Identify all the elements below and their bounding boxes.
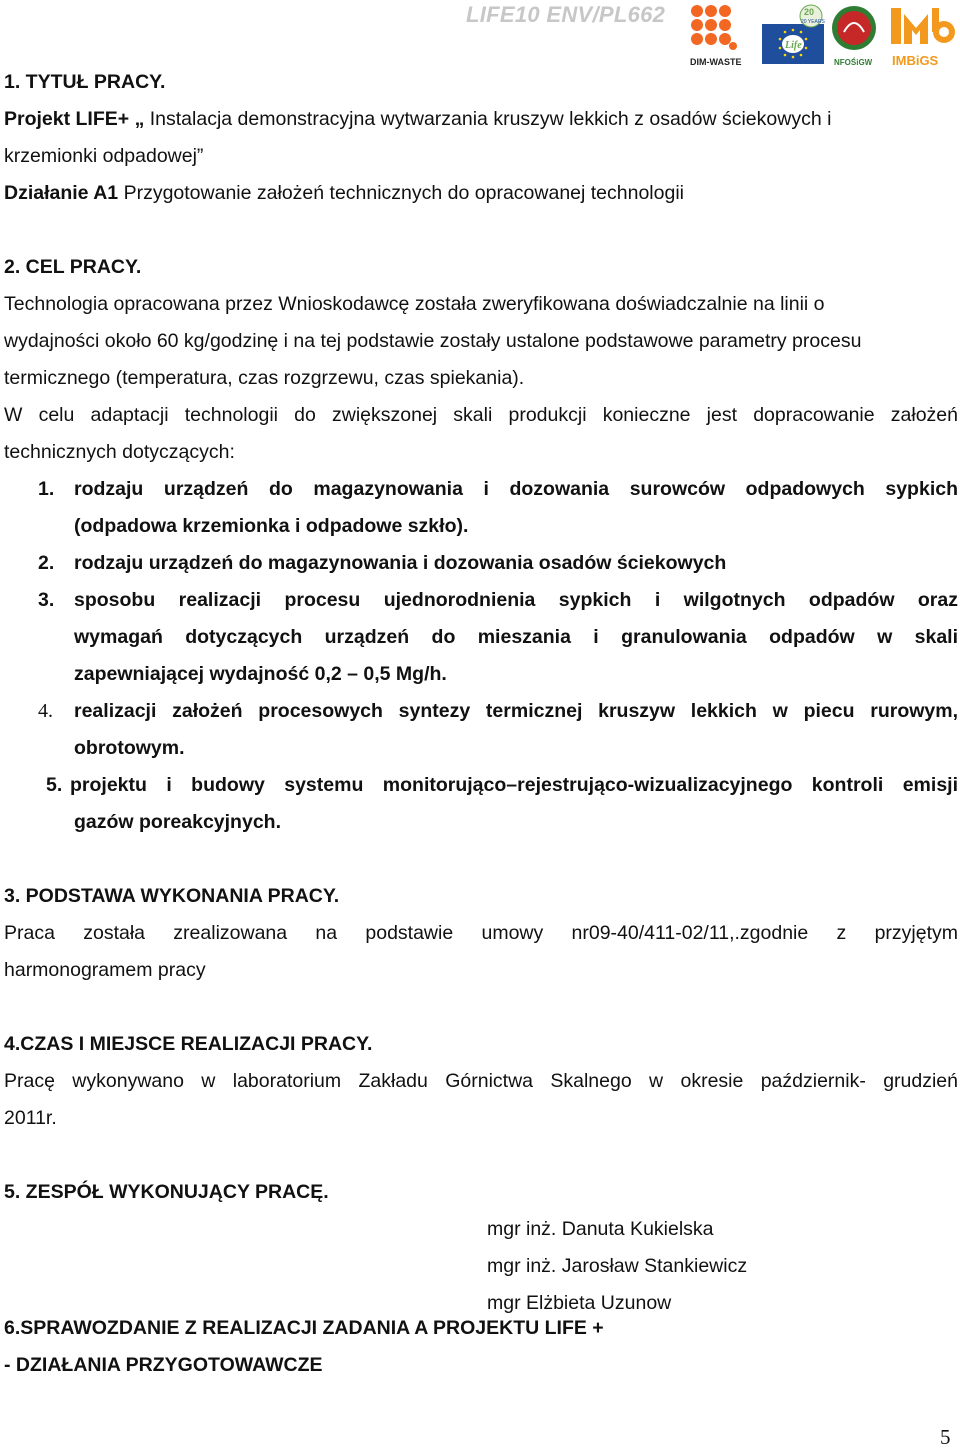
section-5-heading: 5. ZESPÓŁ WYKONUJĄCY PRACĘ. [4, 1181, 329, 1203]
list-item-line: realizacji założeń procesowych syntezy termicznej kruszyw lekkich w piecu rurowym, [74, 700, 958, 722]
team-member: mgr inż. Danuta Kukielska [487, 1218, 714, 1240]
life-text: Life [785, 40, 802, 51]
nfosigw-text: NFOŚiGW [834, 58, 873, 67]
list-item-line: wymagań dotyczących urządzeń do mieszania i granulowania odpadów w skali [74, 626, 958, 648]
imbigs-logo [891, 8, 955, 68]
list-item-number: 3. [38, 589, 55, 611]
project-title-line-2: krzemionki odpadowej” [4, 145, 204, 167]
section-3-heading: 3. PODSTAWA WYKONANIA PRACY. [4, 885, 340, 907]
list-item-line: projektu i budowy systemu monitorująco–rejestrująco-wizualizacyjnego kontroli emisji [70, 774, 958, 796]
list-item-line: gazów poreakcyjnych. [74, 811, 281, 833]
team-member: mgr Elżbieta Uzunow [487, 1292, 672, 1314]
paragraph-line: 2011r. [4, 1107, 57, 1129]
svg-text:20: 20 [804, 7, 815, 17]
list-item-number: 4. [38, 700, 53, 722]
section-1-heading: 1. TYTUŁ PRACY. [4, 71, 166, 93]
paragraph-line: Pracę wykonywano w laboratorium Zakładu Górnictwa Skalnego w okresie październik- grudzień [4, 1070, 958, 1092]
years-text: 20 YEARS [801, 19, 825, 25]
dim-waste-logo [690, 5, 742, 67]
paragraph-line: W celu adaptacji technologii do zwiększonej skali produkcji konieczne jest dopracowanie założeń [4, 404, 958, 426]
list-item-line: rodzaju urządzeń do magazynowania i dozowania osadów ściekowych [74, 552, 727, 574]
list-item-line: obrotowym. [74, 737, 185, 759]
section-4-heading: 4.CZAS I MIEJSCE REALIZACJI PRACY. [4, 1033, 373, 1055]
paragraph-line: wydajności około 60 kg/godzinę i na tej podstawie zostały ustalone podstawowe parametry procesu [4, 330, 862, 352]
paragraph-line: technicznych dotyczących: [4, 441, 235, 463]
project-title-text: Instalacja demonstracyjna wytwarzania kruszyw lekkich z osadów ściekowych i [144, 108, 832, 130]
dim-waste-text: DIM-WASTE [690, 57, 742, 67]
section-2-heading: 2. CEL PRACY. [4, 256, 142, 278]
paragraph-line: termicznego (temperatura, czas rozgrzewu, czas spiekania). [4, 367, 525, 389]
nfosigw-logo [832, 6, 876, 67]
list-item-number: 2. [38, 552, 55, 574]
list-item-number: 5. [46, 774, 63, 796]
page-number: 5 [940, 1425, 951, 1449]
life-eu-logo [762, 5, 825, 64]
project-title-line-1 [4, 101, 831, 138]
action-line [4, 175, 684, 212]
list-item-line: rodzaju urządzeń do magazynowania i dozowania surowców odpadowych sypkich [74, 478, 958, 500]
team-member: mgr inż. Jarosław Stankiewicz [487, 1255, 748, 1277]
paragraph-line: Technologia opracowana przez Wnioskodawcę została zweryfikowana doświadczalnie na linii o [4, 293, 825, 315]
section-6-heading: 6.SPRAWOZDANIE Z REALIZACJI ZADANIA A PROJEKTU LIFE + [4, 1317, 604, 1339]
header-logos [688, 2, 958, 68]
action-text: Przygotowanie założeń technicznych do opracowanej technologii [118, 182, 684, 204]
list-item-line: (odpadowa krzemionka i odpadowe szkło). [74, 515, 469, 537]
paragraph-line: harmonogramem pracy [4, 959, 206, 981]
list-item-line: zapewniającej wydajność 0,2 – 0,5 Mg/h. [74, 663, 447, 685]
paragraph-line: Praca została zrealizowana na podstawie umowy nr09-40/411-02/11,.zgodnie z przyjętym [4, 922, 958, 944]
project-title-prefix: Projekt LIFE+ „ [4, 108, 145, 130]
document-id: LIFE10 ENV/PL662 [466, 2, 666, 27]
list-item-line: sposobu realizacji procesu ujednorodnienia sypkich i wilgotnych odpadów oraz [74, 589, 958, 611]
imbigs-text: IMBiGS [892, 53, 939, 68]
section-6-subheading: - DZIAŁANIA PRZYGOTOWAWCZE [4, 1354, 323, 1376]
action-label: Działanie A1 [4, 182, 119, 204]
list-item-number: 1. [38, 478, 55, 500]
